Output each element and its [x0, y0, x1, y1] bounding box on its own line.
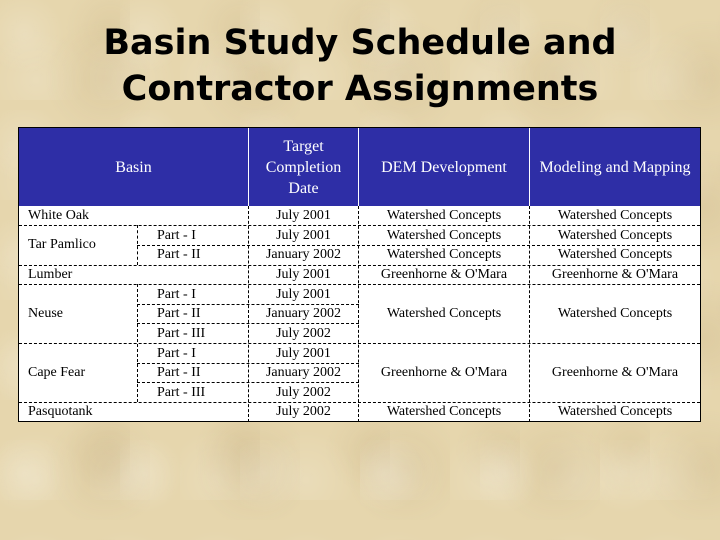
part-cape-1: Part - I [157, 346, 196, 361]
date-tar-1: July 2001 [276, 228, 331, 243]
table-header [19, 128, 700, 206]
date-neuse-1: July 2001 [276, 287, 331, 302]
mod-white-oak: Watershed Concepts [557, 208, 673, 223]
header-target-line-3: Date [288, 179, 319, 197]
date-white-oak: July 2001 [276, 208, 331, 223]
dem-lumber: Greenhorne & O'Mara [380, 267, 508, 282]
basin-cape-fear: Cape Fear [28, 365, 86, 380]
header-target-line-1: Target [283, 137, 324, 155]
header-basin: Basin [115, 158, 152, 176]
mod-pasquotank: Watershed Concepts [557, 404, 673, 419]
part-neuse-2: Part - II [157, 306, 201, 321]
basin-lumber: Lumber [28, 267, 73, 282]
date-pasquotank: July 2002 [276, 404, 331, 419]
part-cape-2: Part - II [157, 365, 201, 380]
part-tar-1: Part - I [157, 228, 196, 243]
basin-tar-pamlico: Tar Pamlico [28, 237, 96, 252]
part-neuse-3: Part - III [157, 326, 206, 341]
basin-white-oak: White Oak [28, 208, 90, 223]
mod-tar-1: Watershed Concepts [557, 228, 673, 243]
dem-tar-1: Watershed Concepts [386, 228, 502, 243]
date-cape-2: January 2002 [265, 365, 342, 380]
basin-pasquotank: Pasquotank [28, 404, 93, 419]
part-cape-3: Part - III [157, 385, 206, 400]
basin-neuse: Neuse [28, 306, 63, 321]
mod-lumber: Greenhorne & O'Mara [551, 267, 679, 282]
header-target-line-2: Completion [265, 158, 342, 176]
date-neuse-2: January 2002 [265, 306, 342, 321]
date-cape-3: July 2002 [276, 385, 331, 400]
mod-neuse: Watershed Concepts [557, 306, 673, 321]
dem-cape-fear: Greenhorne & O'Mara [380, 365, 508, 380]
slide-title-line-1: Basin Study Schedule and [103, 23, 617, 63]
dem-pasquotank: Watershed Concepts [386, 404, 502, 419]
schedule-table [18, 127, 701, 422]
part-neuse-1: Part - I [157, 287, 196, 302]
dem-neuse: Watershed Concepts [386, 306, 502, 321]
slide-title-line-2: Contractor Assignments [121, 69, 599, 109]
header-modeling: Modeling and Mapping [539, 158, 691, 176]
date-tar-2: January 2002 [265, 247, 342, 262]
header-dem: DEM Development [381, 158, 507, 176]
date-neuse-3: July 2002 [276, 326, 331, 341]
part-tar-2: Part - II [157, 247, 201, 262]
dem-tar-2: Watershed Concepts [386, 247, 502, 262]
slide-title [0, 20, 720, 112]
header-target-date [249, 128, 358, 206]
date-lumber: July 2001 [276, 267, 331, 282]
dem-white-oak: Watershed Concepts [386, 208, 502, 223]
mod-cape-fear: Greenhorne & O'Mara [551, 365, 679, 380]
mod-tar-2: Watershed Concepts [557, 247, 673, 262]
date-cape-1: July 2001 [276, 346, 331, 361]
